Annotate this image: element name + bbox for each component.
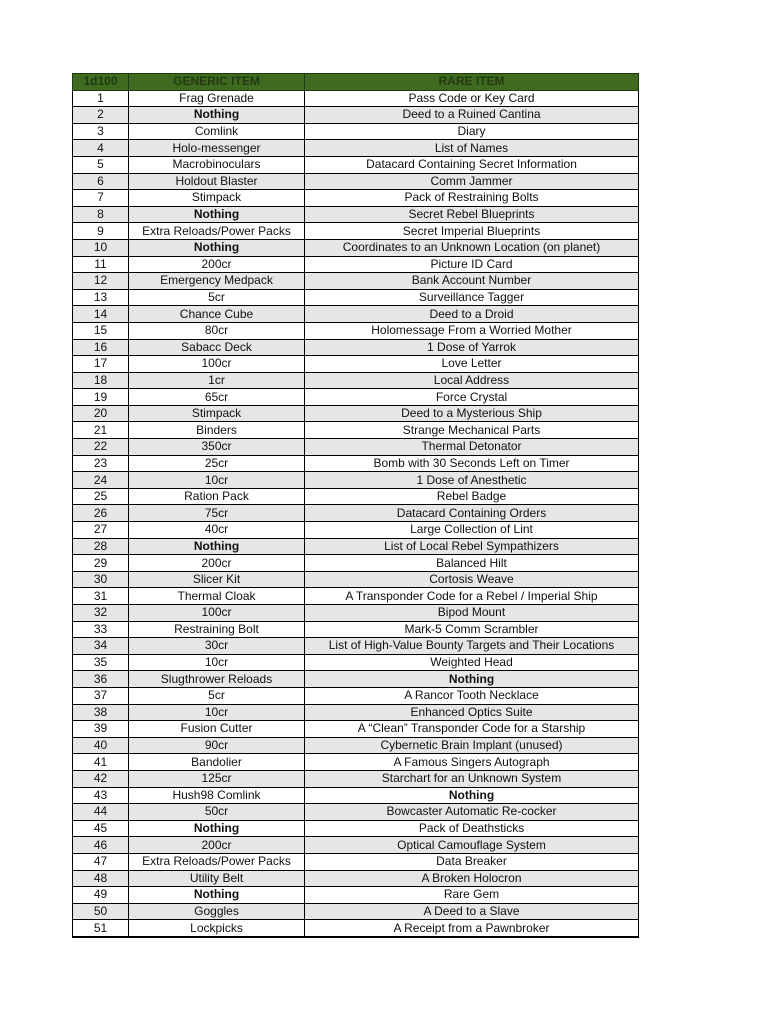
roll-cell: 30 — [73, 571, 129, 588]
generic-item-cell: Nothing — [129, 538, 305, 555]
roll-cell: 45 — [73, 820, 129, 837]
roll-cell: 31 — [73, 588, 129, 605]
table-row — [73, 173, 639, 190]
roll-cell: 9 — [73, 223, 129, 240]
roll-cell: 12 — [73, 273, 129, 290]
rare-item-cell: Rare Gem — [305, 887, 639, 904]
rare-item-cell: Secret Imperial Blueprints — [305, 223, 639, 240]
roll-cell: 27 — [73, 522, 129, 539]
table-row — [73, 704, 639, 721]
table-row — [73, 721, 639, 738]
rare-item-cell: Diary — [305, 123, 639, 140]
table-row — [73, 671, 639, 688]
rare-item-cell: Starchart for an Unknown System — [305, 770, 639, 787]
table-row — [73, 555, 639, 572]
rare-item-cell: List of Names — [305, 140, 639, 157]
roll-cell: 44 — [73, 804, 129, 821]
roll-cell: 33 — [73, 621, 129, 638]
generic-item-cell: Extra Reloads/Power Packs — [129, 853, 305, 870]
rare-item-cell: Thermal Detonator — [305, 439, 639, 456]
table-row — [73, 223, 639, 240]
generic-item-cell: Goggles — [129, 903, 305, 920]
rare-item-cell: Pack of Deathsticks — [305, 820, 639, 837]
rare-item-cell: 1 Dose of Yarrok — [305, 339, 639, 356]
generic-item-cell: Hush98 Comlink — [129, 787, 305, 804]
header-generic-item: GENERIC ITEM — [129, 74, 305, 91]
generic-item-cell: Stimpack — [129, 190, 305, 207]
header-row — [73, 74, 639, 91]
generic-item-cell: Slugthrower Reloads — [129, 671, 305, 688]
roll-cell: 41 — [73, 754, 129, 771]
roll-cell: 43 — [73, 787, 129, 804]
generic-item-cell: Holdout Blaster — [129, 173, 305, 190]
table-row — [73, 322, 639, 339]
table-row — [73, 903, 639, 920]
roll-cell: 10 — [73, 239, 129, 256]
table-row — [73, 621, 639, 638]
table-row — [73, 389, 639, 406]
roll-cell: 19 — [73, 389, 129, 406]
roll-cell: 39 — [73, 721, 129, 738]
roll-cell: 28 — [73, 538, 129, 555]
generic-item-cell: 65cr — [129, 389, 305, 406]
generic-item-cell: 100cr — [129, 605, 305, 622]
rare-item-cell: A Rancor Tooth Necklace — [305, 687, 639, 704]
rare-item-cell: Data Breaker — [305, 853, 639, 870]
table-row — [73, 538, 639, 555]
generic-item-cell: 10cr — [129, 654, 305, 671]
roll-cell: 14 — [73, 306, 129, 323]
table-row — [73, 605, 639, 622]
roll-cell: 1 — [73, 90, 129, 107]
generic-item-cell: Sabacc Deck — [129, 339, 305, 356]
generic-item-cell: Chance Cube — [129, 306, 305, 323]
rare-item-cell: Nothing — [305, 671, 639, 688]
rare-item-cell: Bowcaster Automatic Re-cocker — [305, 804, 639, 821]
table-row — [73, 90, 639, 107]
roll-cell: 17 — [73, 356, 129, 373]
roll-cell: 15 — [73, 322, 129, 339]
table-row — [73, 123, 639, 140]
roll-cell: 42 — [73, 770, 129, 787]
roll-cell: 25 — [73, 488, 129, 505]
roll-cell: 4 — [73, 140, 129, 157]
generic-item-cell: Thermal Cloak — [129, 588, 305, 605]
table-row — [73, 588, 639, 605]
roll-cell: 40 — [73, 737, 129, 754]
table-row — [73, 306, 639, 323]
roll-cell: 21 — [73, 422, 129, 439]
generic-item-cell: Extra Reloads/Power Packs — [129, 223, 305, 240]
table-row — [73, 920, 639, 937]
roll-cell: 11 — [73, 256, 129, 273]
generic-item-cell: 100cr — [129, 356, 305, 373]
rare-item-cell: Holomessage From a Worried Mother — [305, 322, 639, 339]
table-row — [73, 156, 639, 173]
table-row — [73, 654, 639, 671]
generic-item-cell: 1cr — [129, 372, 305, 389]
generic-item-cell: 200cr — [129, 555, 305, 572]
roll-cell: 2 — [73, 107, 129, 124]
table-row — [73, 405, 639, 422]
rare-item-cell: A “Clean” Transponder Code for a Starship — [305, 721, 639, 738]
table-row — [73, 339, 639, 356]
generic-item-cell: Nothing — [129, 107, 305, 124]
rare-item-cell: Nothing — [305, 787, 639, 804]
generic-item-cell: Nothing — [129, 206, 305, 223]
rare-item-cell: Bipod Mount — [305, 605, 639, 622]
roll-cell: 32 — [73, 605, 129, 622]
table-row — [73, 687, 639, 704]
rare-item-cell: 1 Dose of Anesthetic — [305, 472, 639, 489]
rare-item-cell: Force Crystal — [305, 389, 639, 406]
rare-item-cell: Picture ID Card — [305, 256, 639, 273]
table-row — [73, 422, 639, 439]
rare-item-cell: Cybernetic Brain Implant (unused) — [305, 737, 639, 754]
generic-item-cell: Slicer Kit — [129, 571, 305, 588]
header-rare-item: RARE ITEM — [305, 74, 639, 91]
generic-item-cell: Fusion Cutter — [129, 721, 305, 738]
rare-item-cell: Mark-5 Comm Scrambler — [305, 621, 639, 638]
table-row — [73, 140, 639, 157]
generic-item-cell: Binders — [129, 422, 305, 439]
generic-item-cell: 80cr — [129, 322, 305, 339]
roll-cell: 20 — [73, 405, 129, 422]
roll-cell: 7 — [73, 190, 129, 207]
rare-item-cell: Datacard Containing Orders — [305, 505, 639, 522]
roll-cell: 35 — [73, 654, 129, 671]
rare-item-cell: A Receipt from a Pawnbroker — [305, 920, 639, 937]
table-row — [73, 356, 639, 373]
rare-item-cell: Bank Account Number — [305, 273, 639, 290]
generic-item-cell: 90cr — [129, 737, 305, 754]
table-row — [73, 206, 639, 223]
generic-item-cell: 30cr — [129, 638, 305, 655]
rare-item-cell: Cortosis Weave — [305, 571, 639, 588]
rare-item-cell: Large Collection of Lint — [305, 522, 639, 539]
rare-item-cell: List of High-Value Bounty Targets and Their Locations — [305, 638, 639, 655]
generic-item-cell: 10cr — [129, 704, 305, 721]
table-row — [73, 239, 639, 256]
rare-item-cell: Datacard Containing Secret Information — [305, 156, 639, 173]
roll-cell: 29 — [73, 555, 129, 572]
roll-cell: 6 — [73, 173, 129, 190]
table-row — [73, 853, 639, 870]
roll-cell: 22 — [73, 439, 129, 456]
roll-cell: 37 — [73, 687, 129, 704]
roll-cell: 46 — [73, 837, 129, 854]
generic-item-cell: 125cr — [129, 770, 305, 787]
roll-cell: 36 — [73, 671, 129, 688]
rare-item-cell: Surveillance Tagger — [305, 289, 639, 306]
rare-item-cell: Strange Mechanical Parts — [305, 422, 639, 439]
table-row — [73, 770, 639, 787]
table-row — [73, 804, 639, 821]
generic-item-cell: Holo-messenger — [129, 140, 305, 157]
roll-cell: 51 — [73, 920, 129, 937]
table-row — [73, 455, 639, 472]
rare-item-cell: Weighted Head — [305, 654, 639, 671]
roll-cell: 3 — [73, 123, 129, 140]
roll-cell: 26 — [73, 505, 129, 522]
generic-item-cell: Lockpicks — [129, 920, 305, 937]
rare-item-cell: Coordinates to an Unknown Location (on planet) — [305, 239, 639, 256]
table-row — [73, 439, 639, 456]
roll-cell: 18 — [73, 372, 129, 389]
rare-item-cell: List of Local Rebel Sympathizers — [305, 538, 639, 555]
rare-item-cell: Local Address — [305, 372, 639, 389]
roll-cell: 16 — [73, 339, 129, 356]
table-row — [73, 472, 639, 489]
rare-item-cell: Optical Camouflage System — [305, 837, 639, 854]
rare-item-cell: A Broken Holocron — [305, 870, 639, 887]
generic-item-cell: Nothing — [129, 820, 305, 837]
table-row — [73, 638, 639, 655]
rare-item-cell: A Transponder Code for a Rebel / Imperial Ship — [305, 588, 639, 605]
table-row — [73, 887, 639, 904]
generic-item-cell: Frag Grenade — [129, 90, 305, 107]
generic-item-cell: Nothing — [129, 887, 305, 904]
generic-item-cell: Nothing — [129, 239, 305, 256]
table-row — [73, 571, 639, 588]
table-row — [73, 522, 639, 539]
generic-item-cell: 200cr — [129, 837, 305, 854]
generic-item-cell: Stimpack — [129, 405, 305, 422]
table-body — [73, 90, 639, 937]
table-row — [73, 372, 639, 389]
generic-item-cell: 350cr — [129, 439, 305, 456]
rare-item-cell: Enhanced Optics Suite — [305, 704, 639, 721]
roll-cell: 50 — [73, 903, 129, 920]
roll-cell: 23 — [73, 455, 129, 472]
table-row — [73, 737, 639, 754]
generic-item-cell: Restraining Bolt — [129, 621, 305, 638]
generic-item-cell: 40cr — [129, 522, 305, 539]
roll-cell: 24 — [73, 472, 129, 489]
header-roll: 1d100 — [73, 74, 129, 91]
table-row — [73, 107, 639, 124]
roll-cell: 47 — [73, 853, 129, 870]
table-row — [73, 870, 639, 887]
rare-item-cell: A Deed to a Slave — [305, 903, 639, 920]
table-row — [73, 787, 639, 804]
roll-cell: 13 — [73, 289, 129, 306]
generic-item-cell: 10cr — [129, 472, 305, 489]
rare-item-cell: Bomb with 30 Seconds Left on Timer — [305, 455, 639, 472]
rare-item-cell: Pass Code or Key Card — [305, 90, 639, 107]
roll-cell: 34 — [73, 638, 129, 655]
table-row — [73, 273, 639, 290]
rare-item-cell: Love Letter — [305, 356, 639, 373]
rare-item-cell: Deed to a Droid — [305, 306, 639, 323]
roll-cell: 8 — [73, 206, 129, 223]
generic-item-cell: Macrobinoculars — [129, 156, 305, 173]
rare-item-cell: Rebel Badge — [305, 488, 639, 505]
loot-table — [72, 73, 639, 938]
generic-item-cell: Ration Pack — [129, 488, 305, 505]
rare-item-cell: Deed to a Mysterious Ship — [305, 405, 639, 422]
generic-item-cell: 200cr — [129, 256, 305, 273]
table-row — [73, 190, 639, 207]
generic-item-cell: Comlink — [129, 123, 305, 140]
roll-cell: 38 — [73, 704, 129, 721]
generic-item-cell: Bandolier — [129, 754, 305, 771]
roll-cell: 5 — [73, 156, 129, 173]
table-row — [73, 754, 639, 771]
generic-item-cell: 5cr — [129, 687, 305, 704]
table-row — [73, 256, 639, 273]
generic-item-cell: Emergency Medpack — [129, 273, 305, 290]
roll-cell: 49 — [73, 887, 129, 904]
rare-item-cell: Balanced Hilt — [305, 555, 639, 572]
table-row — [73, 820, 639, 837]
table-row — [73, 488, 639, 505]
generic-item-cell: 5cr — [129, 289, 305, 306]
rare-item-cell: A Famous Singers Autograph — [305, 754, 639, 771]
rare-item-cell: Secret Rebel Blueprints — [305, 206, 639, 223]
rare-item-cell: Deed to a Ruined Cantina — [305, 107, 639, 124]
table-row — [73, 289, 639, 306]
generic-item-cell: 50cr — [129, 804, 305, 821]
table-row — [73, 837, 639, 854]
rare-item-cell: Pack of Restraining Bolts — [305, 190, 639, 207]
roll-cell: 48 — [73, 870, 129, 887]
generic-item-cell: 25cr — [129, 455, 305, 472]
table-row — [73, 505, 639, 522]
generic-item-cell: Utility Belt — [129, 870, 305, 887]
generic-item-cell: 75cr — [129, 505, 305, 522]
rare-item-cell: Comm Jammer — [305, 173, 639, 190]
